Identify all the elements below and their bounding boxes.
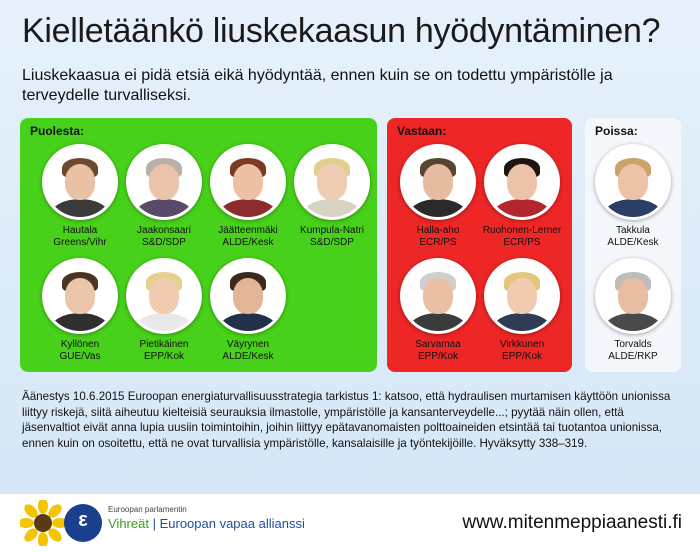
- panel-for: [20, 118, 377, 372]
- mep-card[interactable]: [396, 258, 480, 363]
- mep-name: Väyrynen: [226, 339, 270, 350]
- mep-photo: [484, 258, 560, 334]
- website-link[interactable]: www.mitenmeppiaanesti.fi: [462, 512, 682, 533]
- panel-absent-label: Poissa:: [595, 124, 638, 138]
- mep-party: EPP/Kok: [417, 351, 459, 362]
- mep-photo: [484, 144, 560, 220]
- mep-party: ALDE/Kesk: [607, 237, 659, 248]
- panel-against: [387, 118, 572, 372]
- eu-logo-icon: ε: [64, 504, 102, 542]
- mep-photo: [210, 144, 286, 220]
- mep-party: GUE/Vas: [59, 351, 101, 362]
- vote-description: Äänestys 10.6.2015 Euroopan energiaturvallisuusstrategia tarkistus 1: katsoo, että hydraulisen murtamisen käyttöön unionissa liittyy riskejä, siitä aiheutuu kielteisiä seurauksia ilmastolle, ympäristölle ja kansanterveydelle...; pyytää näin ollen, että jäsenvaltiot eivät anna lupia uusiin toimintoihin, joihin liittyy epätavanomaisten polttoaineiden etsintää tai tuotantoa unionissa, ennen kuin on osoitettu, että ne ovat turvallisia ympäristölle, kansalaisille ja työntekijöille. Hyväksytty 338–319.: [22, 390, 671, 450]
- panel-for-label: Puolesta:: [30, 124, 85, 138]
- mep-photo: [294, 144, 370, 220]
- mep-name: Kumpula-Natri: [300, 225, 364, 236]
- mep-party: Greens/Vihr: [53, 237, 107, 248]
- mep-photo: [126, 258, 202, 334]
- mep-name: Jaakonsaari: [137, 225, 191, 236]
- mep-name: Takkula: [616, 225, 650, 236]
- org-rest: | Euroopan vapaa allianssi: [152, 516, 305, 531]
- mep-party: EPP/Kok: [501, 351, 543, 362]
- mep-card[interactable]: [396, 144, 480, 249]
- mep-card[interactable]: [122, 144, 206, 249]
- mep-card[interactable]: [480, 144, 564, 249]
- mep-card[interactable]: [38, 258, 122, 363]
- mep-name: Halla-aho: [416, 225, 460, 236]
- page-title: Kielletäänkö liuskekaasun hyödyntäminen?: [22, 12, 661, 50]
- mep-party: S&D/SDP: [310, 237, 354, 248]
- mep-card[interactable]: [38, 144, 122, 249]
- mep-party: ALDE/Kesk: [222, 351, 274, 362]
- mep-party: ALDE/Kesk: [222, 237, 274, 248]
- mep-party: ECR/PS: [419, 237, 457, 248]
- mep-name: Ruohonen-Lerner: [482, 225, 562, 236]
- mep-party: ALDE/RKP: [608, 351, 658, 362]
- mep-photo: [210, 258, 286, 334]
- org-green: Vihreät: [108, 516, 149, 531]
- mep-photo: [400, 258, 476, 334]
- mep-card[interactable]: [591, 258, 675, 363]
- mep-party: EPP/Kok: [143, 351, 185, 362]
- mep-photo: [42, 258, 118, 334]
- org-label-top: Euroopan parlamentin: [108, 505, 187, 514]
- mep-card[interactable]: [206, 258, 290, 363]
- mep-name: Sarvamaa: [415, 339, 461, 350]
- footer: [0, 494, 700, 552]
- page-subtitle: Liuskekaasua ei pidä etsiä eikä hyödyntää, ennen kuin se on todettu ympäristölle ja terveydelle turvalliseksi.: [22, 67, 613, 104]
- sunflower-icon: [20, 500, 66, 546]
- panel-against-label: Vastaan:: [397, 124, 447, 138]
- mep-card[interactable]: [480, 258, 564, 363]
- mep-name: Hautala: [62, 225, 98, 236]
- mep-card[interactable]: [591, 144, 675, 249]
- mep-name: Torvalds: [614, 339, 652, 350]
- org-label: [108, 516, 305, 531]
- mep-name: Jäätteenmäki: [218, 225, 278, 236]
- mep-party: ECR/PS: [503, 237, 541, 248]
- mep-photo: [595, 144, 671, 220]
- mep-card[interactable]: [290, 144, 374, 249]
- panel-absent: [585, 118, 681, 372]
- mep-card[interactable]: [206, 144, 290, 249]
- mep-party: S&D/SDP: [142, 237, 186, 248]
- mep-photo: [126, 144, 202, 220]
- mep-name: Virkkunen: [499, 339, 545, 350]
- mep-photo: [400, 144, 476, 220]
- mep-name: Pietikäinen: [139, 339, 189, 350]
- mep-photo: [595, 258, 671, 334]
- mep-name: Kyllönen: [60, 339, 100, 350]
- mep-card[interactable]: [122, 258, 206, 363]
- mep-photo: [42, 144, 118, 220]
